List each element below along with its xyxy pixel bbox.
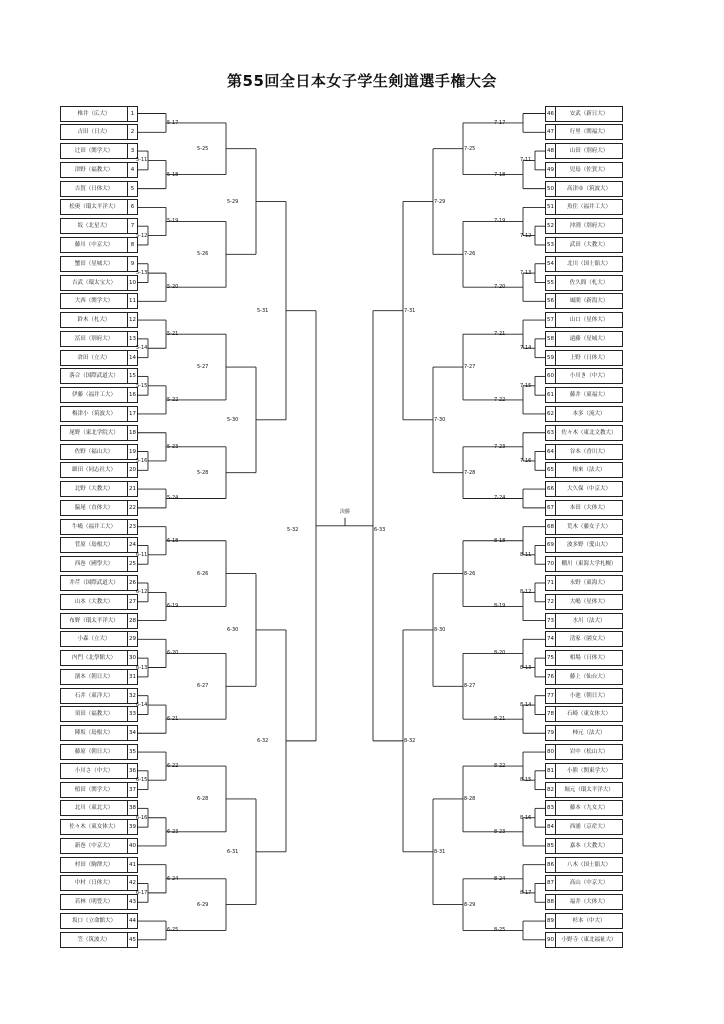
entrant-name: 山田（別府大） <box>555 143 623 159</box>
seed-number: 5 <box>127 181 138 197</box>
match-label-r5: 5-31 <box>257 307 269 314</box>
entrant-name: 坂口（立命館大） <box>60 913 128 929</box>
entrant-name: 根來（法大） <box>555 462 623 478</box>
entrant-name: 辻田（関学大） <box>60 143 128 159</box>
match-label-r2: 5-21 <box>167 331 179 338</box>
seed-number: 33 <box>127 706 138 722</box>
match-label-r2: 6-25 <box>167 927 179 934</box>
seed-number: 86 <box>545 857 556 873</box>
seed-number: 73 <box>545 613 556 629</box>
match-label-r4: 6-31 <box>227 848 239 855</box>
seed-number: 50 <box>545 181 556 197</box>
entrant-name: 笠（筑波大） <box>60 932 128 948</box>
match-label-r3: 6-28 <box>197 795 209 802</box>
seed-number: 29 <box>127 631 138 647</box>
entrant-name: 柿元（法大） <box>555 725 623 741</box>
entrant-name: 細田（同志社大） <box>60 462 128 478</box>
entrant-name: 内門（北學館大） <box>60 650 128 666</box>
seed-number: 35 <box>127 744 138 760</box>
seed-number: 28 <box>127 613 138 629</box>
entrant-name: 永野（東海大） <box>555 575 623 591</box>
entrant-name: 児島（佐賀大） <box>555 162 623 178</box>
match-label-r2: 5-17 <box>167 119 179 126</box>
match-label-r1: 5-15 <box>136 382 148 389</box>
match-label-r4: 7-29 <box>434 198 446 205</box>
seed-number: 81 <box>545 763 556 779</box>
seed-number: 4 <box>127 162 138 178</box>
seed-number: 16 <box>127 387 138 403</box>
match-label-r3: 7-25 <box>464 145 476 152</box>
seed-number: 42 <box>127 875 138 891</box>
match-label-r2: 5-23 <box>167 443 179 450</box>
match-label-r1: 7-13 <box>520 270 532 277</box>
entrant-name: 佐々木（東北文教大） <box>555 425 623 441</box>
entrant-name: 大西（関学大） <box>60 293 128 309</box>
entrant-name: 清家（園女大） <box>555 631 623 647</box>
entrant-name: 堀元（環太平洋大） <box>555 782 623 798</box>
match-label-r3: 6-27 <box>197 683 209 690</box>
entrant-name: 岩中（松山大） <box>555 744 623 760</box>
match-label-r4: 8-31 <box>434 848 446 855</box>
match-label-r2: 6-18 <box>167 537 179 544</box>
seed-number: 13 <box>127 331 138 347</box>
seed-number: 82 <box>545 782 556 798</box>
match-label-r4: 8-30 <box>434 626 446 633</box>
seed-number: 36 <box>127 763 138 779</box>
entrant-name: 若林（明豊大） <box>60 894 128 910</box>
match-label-r2: 7-19 <box>494 218 506 225</box>
seed-number: 3 <box>127 143 138 159</box>
entrant-name: 藤上（仙台大） <box>555 669 623 685</box>
seed-number: 89 <box>545 913 556 929</box>
seed-number: 39 <box>127 819 138 835</box>
match-label-r1: 6-12 <box>136 589 148 596</box>
seed-number: 84 <box>545 819 556 835</box>
entrant-name: 落合（国際武道大） <box>60 368 128 384</box>
entrant-name: 松奥（環太平洋大） <box>60 199 128 215</box>
entrant-name: 坂（北星大） <box>60 218 128 234</box>
match-label-r3: 5-25 <box>197 145 209 152</box>
entrant-name: 水川（法大） <box>555 613 623 629</box>
entrant-name: 石井（東洋大） <box>60 688 128 704</box>
match-label-r2: 8-18 <box>494 537 506 544</box>
match-label-r4: 5-30 <box>227 416 239 423</box>
match-label-r3: 6-29 <box>197 901 209 908</box>
entrant-name: 谷本（香川大） <box>555 444 623 460</box>
match-label-r2: 6-19 <box>167 603 179 610</box>
match-label-r2: 6-23 <box>167 828 179 835</box>
seed-number: 83 <box>545 800 556 816</box>
seed-number: 34 <box>127 725 138 741</box>
final-label: 決勝 <box>339 508 351 515</box>
seed-number: 41 <box>127 857 138 873</box>
match-label-r1: 8-14 <box>520 702 532 709</box>
match-label-r2: 7-18 <box>494 171 506 178</box>
entrant-name: 吉賀（日体大） <box>60 181 128 197</box>
seed-number: 31 <box>127 669 138 685</box>
seed-number: 54 <box>545 256 556 272</box>
seed-number: 55 <box>545 275 556 291</box>
match-label-r3: 5-26 <box>197 251 209 258</box>
match-label-r1: 5-11 <box>136 157 148 164</box>
entrant-name: 井芹（国際武道大） <box>60 575 128 591</box>
seed-number: 17 <box>127 406 138 422</box>
entrant-name: 安武（新日大） <box>555 106 623 122</box>
match-label-r1: 7-11 <box>520 157 532 164</box>
match-label-r1: 8-12 <box>520 589 532 596</box>
seed-number: 1 <box>127 106 138 122</box>
match-label-r2: 8-21 <box>494 716 506 723</box>
seed-number: 76 <box>545 669 556 685</box>
match-label-r1: 7-16 <box>520 457 532 464</box>
match-label-r1: 5-16 <box>136 457 148 464</box>
seed-number: 21 <box>127 481 138 497</box>
seed-number: 56 <box>545 293 556 309</box>
seed-number: 65 <box>545 462 556 478</box>
seed-number: 88 <box>545 894 556 910</box>
match-label-r1: 8-11 <box>520 551 532 558</box>
match-label-r3: 8-27 <box>464 683 476 690</box>
seed-number: 90 <box>545 932 556 948</box>
seed-number: 60 <box>545 368 556 384</box>
seed-number: 10 <box>127 275 138 291</box>
seed-number: 59 <box>545 350 556 366</box>
match-label-r2: 8-23 <box>494 828 506 835</box>
match-label-r2: 7-24 <box>494 495 506 502</box>
entrant-name: 遠藤（星城大） <box>555 331 623 347</box>
seed-number: 8 <box>127 237 138 253</box>
match-label-r2: 5-22 <box>167 396 179 403</box>
match-label-r3: 7-26 <box>464 251 476 258</box>
entrant-name: 風間（新潟大） <box>555 293 623 309</box>
match-label-r1: 6-13 <box>136 664 148 671</box>
seed-number: 80 <box>545 744 556 760</box>
match-label-semifinal: 6-33 <box>374 526 386 533</box>
entrant-name: 北野（大教大） <box>60 481 128 497</box>
seed-number: 43 <box>127 894 138 910</box>
entrant-name: 北川（国士舘大） <box>555 256 623 272</box>
seed-number: 27 <box>127 594 138 610</box>
entrant-name: 佐野（福山大） <box>60 444 128 460</box>
match-label-r3: 6-26 <box>197 570 209 577</box>
entrant-name: 中村（日体大） <box>60 875 128 891</box>
seed-number: 30 <box>127 650 138 666</box>
seed-number: 57 <box>545 312 556 328</box>
entrant-name: 棚川（東海大学札幌） <box>555 556 623 572</box>
entrant-name: 村田（駒澤大） <box>60 857 128 873</box>
seed-number: 78 <box>545 706 556 722</box>
match-label-r2: 6-22 <box>167 763 179 770</box>
entrant-name: 西巻（國學大） <box>60 556 128 572</box>
entrant-name: 魚住（福井工大） <box>555 199 623 215</box>
entrant-name: 嘉本（大教大） <box>555 838 623 854</box>
seed-number: 51 <box>545 199 556 215</box>
seed-number: 23 <box>127 519 138 535</box>
seed-number: 58 <box>545 331 556 347</box>
seed-number: 68 <box>545 519 556 535</box>
match-label-r1: 6-15 <box>136 777 148 784</box>
match-label-r2: 7-21 <box>494 331 506 338</box>
entrant-name: 本田（大体大） <box>555 500 623 516</box>
entrant-name: 小森（立大） <box>60 631 128 647</box>
match-label-r2: 8-19 <box>494 603 506 610</box>
match-label-r1: 6-11 <box>136 551 148 558</box>
seed-number: 61 <box>545 387 556 403</box>
match-label-r2: 8-22 <box>494 763 506 770</box>
entrant-name: 藤本（九女大） <box>555 800 623 816</box>
seed-number: 7 <box>127 218 138 234</box>
entrant-name: 山本（大教大） <box>60 594 128 610</box>
match-label-r3: 8-29 <box>464 901 476 908</box>
entrant-name: 脇尾（直体大） <box>60 500 128 516</box>
entrant-name: 吉田（日大） <box>60 124 128 140</box>
entrant-name: 荒木（藤女子大） <box>555 519 623 535</box>
seed-number: 48 <box>545 143 556 159</box>
match-label-r2: 7-22 <box>494 396 506 403</box>
entrant-name: 小池（朝日大） <box>555 688 623 704</box>
seed-number: 87 <box>545 875 556 891</box>
entrant-name: 梅津小（筑波大） <box>60 406 128 422</box>
seed-number: 70 <box>545 556 556 572</box>
entrant-name: 牛嶋（福井工大） <box>60 519 128 535</box>
entrant-name: 西浦（京産大） <box>555 819 623 835</box>
entrant-name: 小熊（関東学大） <box>555 763 623 779</box>
entrant-name: 蟹田（星城大） <box>60 256 128 272</box>
entrant-name: 藤井（東福大） <box>555 387 623 403</box>
match-label-r2: 8-24 <box>494 875 506 882</box>
match-label-r2: 5-24 <box>167 495 179 502</box>
entrant-name: 佐久間（札大） <box>555 275 623 291</box>
seed-number: 15 <box>127 368 138 384</box>
match-label-r2: 7-20 <box>494 284 506 291</box>
match-label-r3: 7-28 <box>464 469 476 476</box>
match-label-r1: 6-14 <box>136 702 148 709</box>
match-label-r2: 8-25 <box>494 927 506 934</box>
seed-number: 64 <box>545 444 556 460</box>
page-title: 第55回全日本女子学生剣道選手権大会 <box>227 72 497 90</box>
entrant-name: 八木（国士舘大） <box>555 857 623 873</box>
seed-number: 44 <box>127 913 138 929</box>
entrant-name: 佐々木（東女体大） <box>60 819 128 835</box>
entrant-name: 小川さ（中大） <box>60 763 128 779</box>
seed-number: 45 <box>127 932 138 948</box>
match-label-r1: 8-13 <box>520 664 532 671</box>
match-label-r1: 8-17 <box>520 889 532 896</box>
entrant-name: 津野（福教大） <box>60 162 128 178</box>
seed-number: 85 <box>545 838 556 854</box>
match-label-r1: 8-15 <box>520 777 532 784</box>
entrant-name: 鈴木（札大） <box>60 312 128 328</box>
entrant-name: 新巻（中京大） <box>60 838 128 854</box>
seed-number: 74 <box>545 631 556 647</box>
match-label-r2: 7-23 <box>494 443 506 450</box>
entrant-name: 大嶋（星体大） <box>555 594 623 610</box>
entrant-name: 沖渕（別府大） <box>555 218 623 234</box>
seed-number: 62 <box>545 406 556 422</box>
entrant-name: 植田（関学大） <box>60 782 128 798</box>
match-label-r2: 6-24 <box>167 875 179 882</box>
seed-number: 47 <box>545 124 556 140</box>
seed-number: 52 <box>545 218 556 234</box>
entrant-name: 杉本（中大） <box>555 913 623 929</box>
match-label-r1: 5-12 <box>136 232 148 239</box>
entrant-name: 高山（中京大） <box>555 875 623 891</box>
seed-number: 11 <box>127 293 138 309</box>
match-label-r3: 7-27 <box>464 364 476 371</box>
match-label-r2: 8-20 <box>494 650 506 657</box>
seed-number: 24 <box>127 537 138 553</box>
entrant-name: 相場（日体大） <box>555 650 623 666</box>
seed-number: 40 <box>127 838 138 854</box>
match-label-r2: 5-20 <box>167 284 179 291</box>
entrant-name: 陣坂（島根大） <box>60 725 128 741</box>
match-label-r3: 5-28 <box>197 469 209 476</box>
seed-number: 69 <box>545 537 556 553</box>
entrant-name: 倉田（立大） <box>60 350 128 366</box>
match-label-r5: 8-32 <box>404 737 416 744</box>
match-label-r1: 7-12 <box>520 232 532 239</box>
seed-number: 71 <box>545 575 556 591</box>
seed-number: 49 <box>545 162 556 178</box>
entrant-name: 小川き（中大） <box>555 368 623 384</box>
entrant-name: 菅原（島根大） <box>60 537 128 553</box>
seed-number: 20 <box>127 462 138 478</box>
match-label-r2: 5-19 <box>167 218 179 225</box>
entrant-name: 上野（日体大） <box>555 350 623 366</box>
seed-number: 79 <box>545 725 556 741</box>
match-label-r2: 7-17 <box>494 119 506 126</box>
match-label-r2: 6-20 <box>167 650 179 657</box>
seed-number: 9 <box>127 256 138 272</box>
match-label-r5: 7-31 <box>404 307 416 314</box>
match-label-r2: 5-18 <box>167 171 179 178</box>
match-label-r5: 6-32 <box>257 737 269 744</box>
seed-number: 77 <box>545 688 556 704</box>
seed-number: 32 <box>127 688 138 704</box>
match-label-r1: 8-16 <box>520 814 532 821</box>
seed-number: 2 <box>127 124 138 140</box>
match-label-r1: 6-17 <box>136 889 148 896</box>
seed-number: 22 <box>127 500 138 516</box>
match-label-r4: 7-30 <box>434 416 446 423</box>
entrant-name: 濱本（朝日大） <box>60 669 128 685</box>
seed-number: 63 <box>545 425 556 441</box>
seed-number: 18 <box>127 425 138 441</box>
entrant-name: 藤原（朝日大） <box>60 744 128 760</box>
seed-number: 67 <box>545 500 556 516</box>
seed-number: 6 <box>127 199 138 215</box>
match-label-r1: 5-14 <box>136 345 148 352</box>
match-label-r1: 7-14 <box>520 345 532 352</box>
entrant-name: 本多（流大） <box>555 406 623 422</box>
seed-number: 66 <box>545 481 556 497</box>
entrant-name: 山口（星体大） <box>555 312 623 328</box>
match-label-r2: 6-21 <box>167 716 179 723</box>
seed-number: 72 <box>545 594 556 610</box>
match-label-r1: 7-15 <box>520 382 532 389</box>
entrant-name: 尾野（東北学院大） <box>60 425 128 441</box>
entrant-name: 須田（福教大） <box>60 706 128 722</box>
match-label-semifinal: 5-32 <box>287 526 299 533</box>
entrant-name: 北川（東北大） <box>60 800 128 816</box>
match-label-r3: 8-28 <box>464 795 476 802</box>
match-label-r1: 5-13 <box>136 270 148 277</box>
entrant-name: 波多野（愛山大） <box>555 537 623 553</box>
entrant-name: 椎井（広大） <box>60 106 128 122</box>
entrant-name: 藤川（中京大） <box>60 237 128 253</box>
entrant-name: 石崎（東女体大） <box>555 706 623 722</box>
seed-number: 53 <box>545 237 556 253</box>
entrant-name: 吉武（環太宝大） <box>60 275 128 291</box>
entrant-name: 伊藤（福井工大） <box>60 387 128 403</box>
entrant-name: 行里（関福大） <box>555 124 623 140</box>
seed-number: 25 <box>127 556 138 572</box>
seed-number: 37 <box>127 782 138 798</box>
seed-number: 14 <box>127 350 138 366</box>
entrant-name: 小野寺（東北福祉大） <box>555 932 623 948</box>
seed-number: 26 <box>127 575 138 591</box>
match-label-r4: 6-30 <box>227 626 239 633</box>
seed-number: 38 <box>127 800 138 816</box>
match-label-r3: 5-27 <box>197 364 209 371</box>
entrant-name: 冨田（別府大） <box>60 331 128 347</box>
entrant-name: 高津ゆ（筑波大） <box>555 181 623 197</box>
entrant-name: 大久保（中京大） <box>555 481 623 497</box>
entrant-name: 布野（環太平洋大） <box>60 613 128 629</box>
seed-number: 46 <box>545 106 556 122</box>
match-label-r4: 5-29 <box>227 198 239 205</box>
entrant-name: 武田（大教大） <box>555 237 623 253</box>
seed-number: 12 <box>127 312 138 328</box>
seed-number: 19 <box>127 444 138 460</box>
entrant-name: 福井（大体大） <box>555 894 623 910</box>
seed-number: 75 <box>545 650 556 666</box>
match-label-r3: 8-26 <box>464 570 476 577</box>
match-label-r1: 6-16 <box>136 814 148 821</box>
